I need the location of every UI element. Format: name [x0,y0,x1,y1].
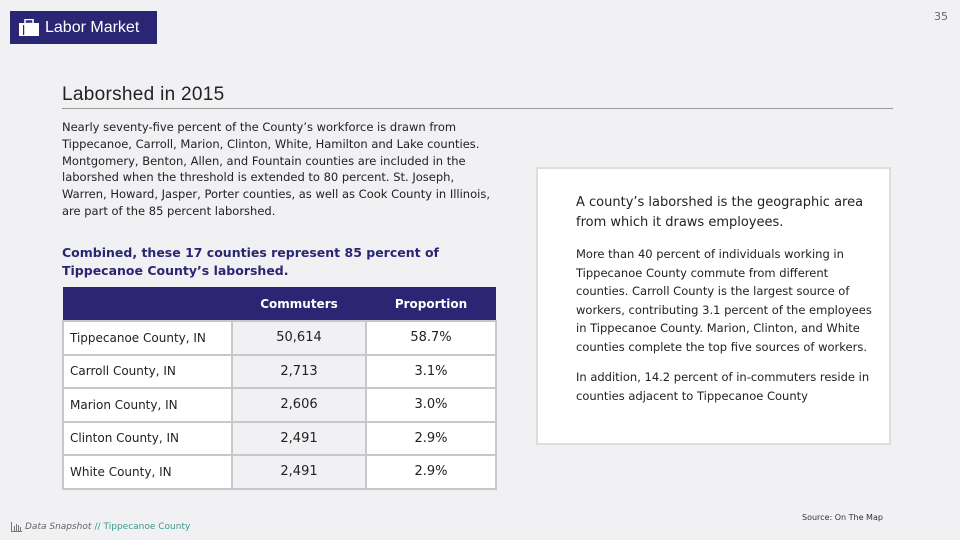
county-cell: White County, IN [63,455,232,489]
proportion-cell: 2.9% [366,455,496,489]
info-heading: A county’s laborshed is the geographic area from which it draws employees. [576,195,864,230]
header-commuters: Commuters [232,287,366,321]
table-row [63,321,496,355]
county-cell: Clinton County, IN [63,422,232,456]
laborshed-table [62,287,497,490]
summary-statement: Combined, these 17 counties represent 85 percent of Tippecanoe County’s laborshed. [62,245,439,278]
info-box [536,167,891,445]
table-header [63,287,496,321]
title-divider [62,108,893,109]
footer-separator: // [94,522,101,532]
footer-label: Data Snapshot [25,522,92,532]
table-row [63,355,496,389]
info-paragraph-2: In addition, 14.2 percent of in-commuters reside in counties adjacent to Tippecanoe County [576,370,870,403]
table-row [63,422,496,456]
commuters-cell: 2,606 [232,388,366,422]
header-county [63,287,232,321]
county-cell: Marion County, IN [63,388,232,422]
proportion-cell: 58.7% [366,321,496,355]
briefcase-icon [19,19,39,36]
page-title: Laborshed in 2015 [62,84,225,105]
footer [11,522,190,532]
bar-chart-icon [11,522,22,532]
proportion-cell: 2.9% [366,422,496,456]
county-cell: Carroll County, IN [63,355,232,389]
section-title: Labor Market [45,18,140,36]
page-number: 35 [934,10,948,23]
section-badge [10,11,157,44]
commuters-cell: 50,614 [232,321,366,355]
info-paragraph-1: More than 40 percent of individuals working in Tippecanoe County commute from different counties. Carroll County is the largest source of workers, contributing 3.1 percent of the employees in Tippecanoe County. Marion, Clinton, and White counties complete the top five sources of workers. [576,247,872,354]
table-row [63,388,496,422]
proportion-cell: 3.0% [366,388,496,422]
commuters-cell: 2,713 [232,355,366,389]
table-row [63,455,496,489]
commuters-cell: 2,491 [232,422,366,456]
footer-county: Tippecanoe County [103,522,191,532]
proportion-cell: 3.1% [366,355,496,389]
commuters-cell: 2,491 [232,455,366,489]
header-proportion: Proportion [366,287,496,321]
source-note: Source: On The Map [802,513,883,522]
intro-paragraph: Nearly seventy-five percent of the County’s workforce is drawn from Tippecanoe, Carroll, Marion, Clinton, White, Hamilton and Lake counties. Montgomery, Benton, Allen, and Fountain counties are included in the laborshed when the threshold is extended to 80 percent. St. Joseph, Warren, Howard, Jasper, Porter counties, as well as Cook County in Illinois, are part of the 85 percent laborshed. [62,120,490,218]
county-cell: Tippecanoe County, IN [63,321,232,355]
